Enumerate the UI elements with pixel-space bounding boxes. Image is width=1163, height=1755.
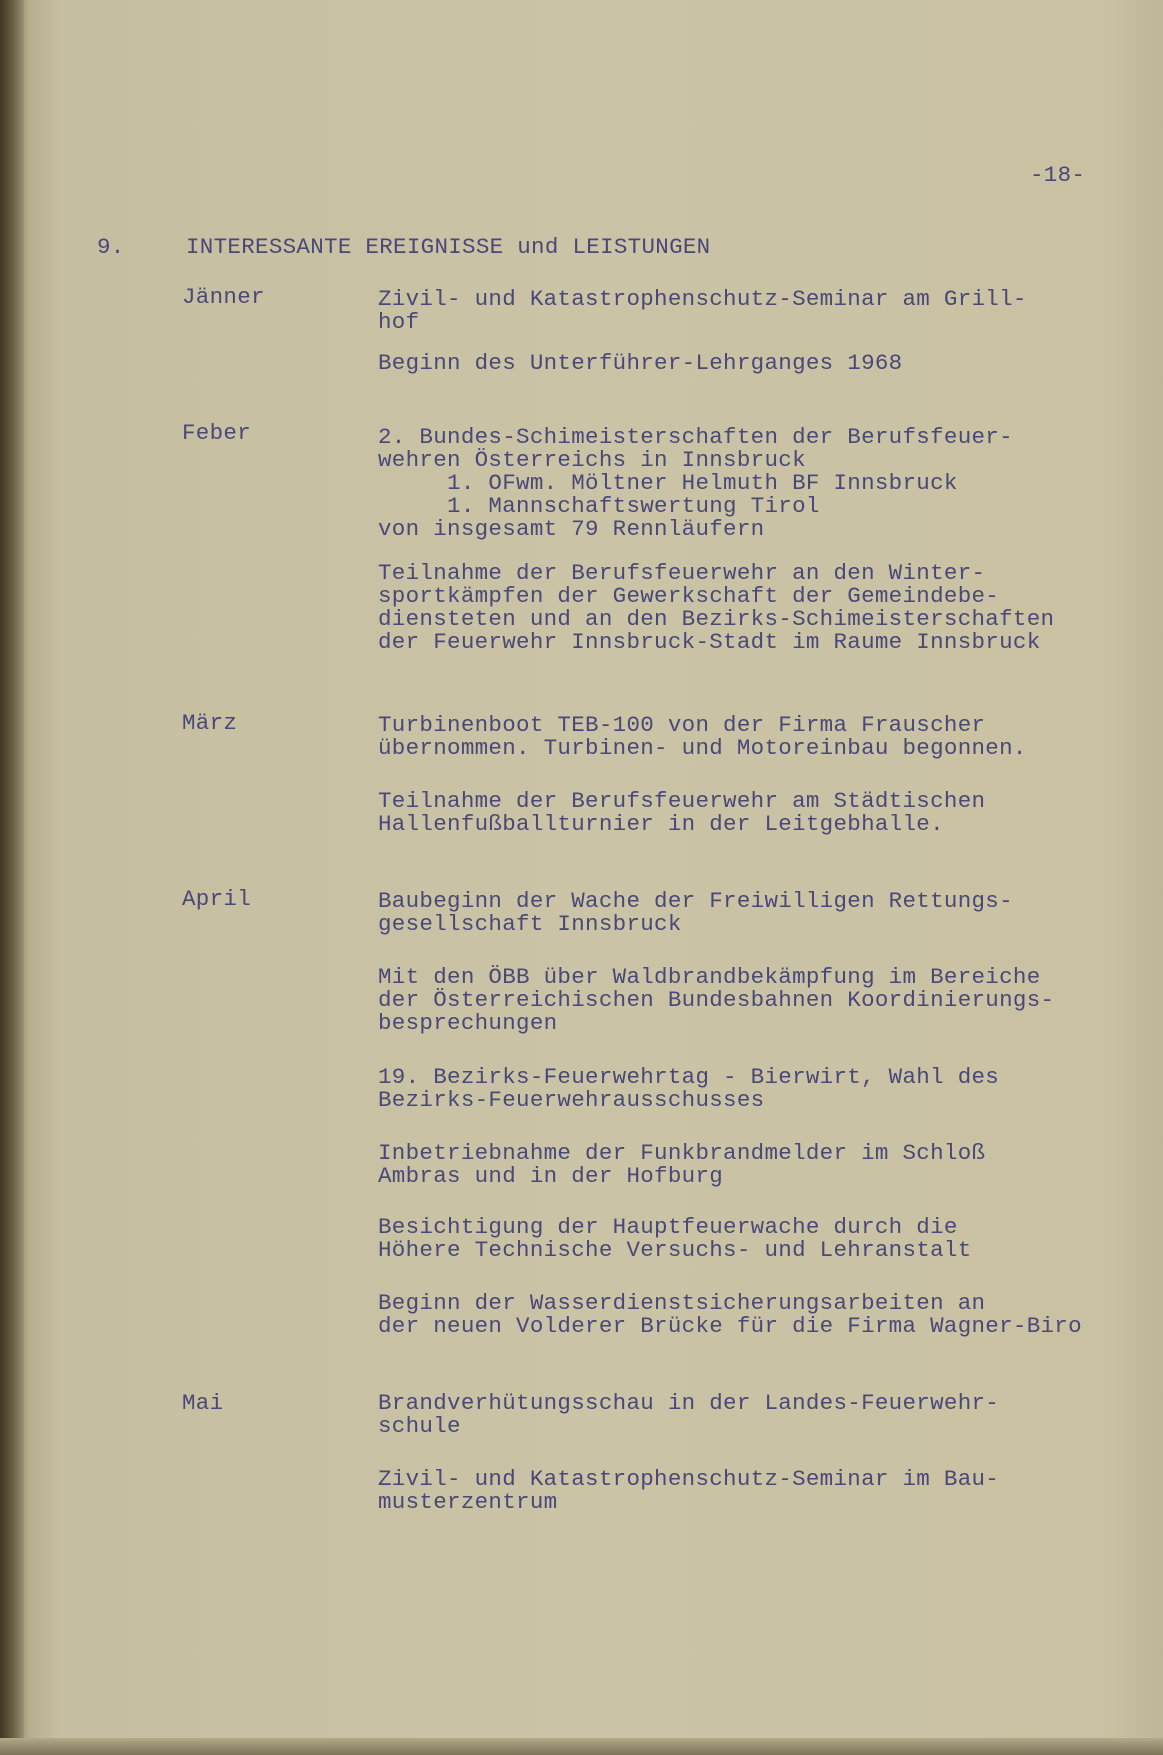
- event-entry: 19. Bezirks-Feuerwehrtag - Bierwirt, Wahl des Bezirks-Feuerwehrausschusses: [378, 1064, 1000, 1113]
- event-entry: Brandverhütungsschau in der Landes-Feuerwehr- schule: [378, 1390, 1000, 1439]
- event-entry: Teilnahme der Berufsfeuerwehr am Städtischen Hallenfußballturnier in der Leitgebhalle.: [378, 788, 986, 837]
- page-number: -18-: [1030, 162, 1086, 188]
- month-label-mai: Mai: [182, 1390, 224, 1416]
- event-entry: Beginn der Wasserdienstsicherungsarbeiten an der neuen Volderer Brücke für die Firma Wagner-Biro: [378, 1290, 1082, 1339]
- binding-edge: [0, 0, 24, 1755]
- event-entry: Baubeginn der Wache der Freiwilligen Rettungs- gesellschaft Innsbruck: [378, 888, 1013, 937]
- event-entry: Teilnahme der Berufsfeuerwehr an den Winter- sportkämpfen der Gewerkschaft der Gemeindebe- diensteten und an den Bezirks-Schimeisterschaften der Feuerwehr Innsbruck-Stadt im Raume Innsbruck: [378, 560, 1055, 655]
- event-entry: Beginn des Unterführer-Lehrganges 1968: [378, 350, 903, 376]
- section-title: INTERESSANTE EREIGNISSE und LEISTUNGEN: [186, 234, 711, 260]
- event-entry: Turbinenboot TEB-100 von der Firma Frauscher übernommen. Turbinen- und Motoreinbau begonnen.: [378, 712, 1027, 761]
- month-label-jaenner: Jänner: [182, 284, 265, 310]
- page-bottom-edge: [0, 1738, 1163, 1755]
- event-entry: Zivil- und Katastrophenschutz-Seminar im Bau- musterzentrum: [378, 1466, 1000, 1515]
- month-label-april: April: [182, 886, 252, 912]
- event-entry: Besichtigung der Hauptfeuerwache durch die Höhere Technische Versuchs- und Lehranstalt: [378, 1214, 972, 1263]
- event-entry: 2. Bundes-Schimeisterschaften der Berufsfeuer- wehren Österreichs in Innsbruck 1. OFwm. Möltner Helmuth BF Innsbruck 1. Mannschaftswertung Tirol von insgesamt 79 Rennläufern: [378, 424, 1013, 542]
- section-number: 9.: [97, 234, 125, 260]
- event-entry: Zivil- und Katastrophenschutz-Seminar am Grill- hof: [378, 286, 1027, 335]
- event-entry: Inbetriebnahme der Funkbrandmelder im Schloß Ambras und in der Hofburg: [378, 1140, 986, 1189]
- month-label-maerz: März: [182, 710, 238, 736]
- month-label-feber: Feber: [182, 420, 252, 446]
- event-entry: Mit den ÖBB über Waldbrandbekämpfung im Bereiche der Österreichischen Bundesbahnen Koordinierungs- besprechungen: [378, 964, 1055, 1036]
